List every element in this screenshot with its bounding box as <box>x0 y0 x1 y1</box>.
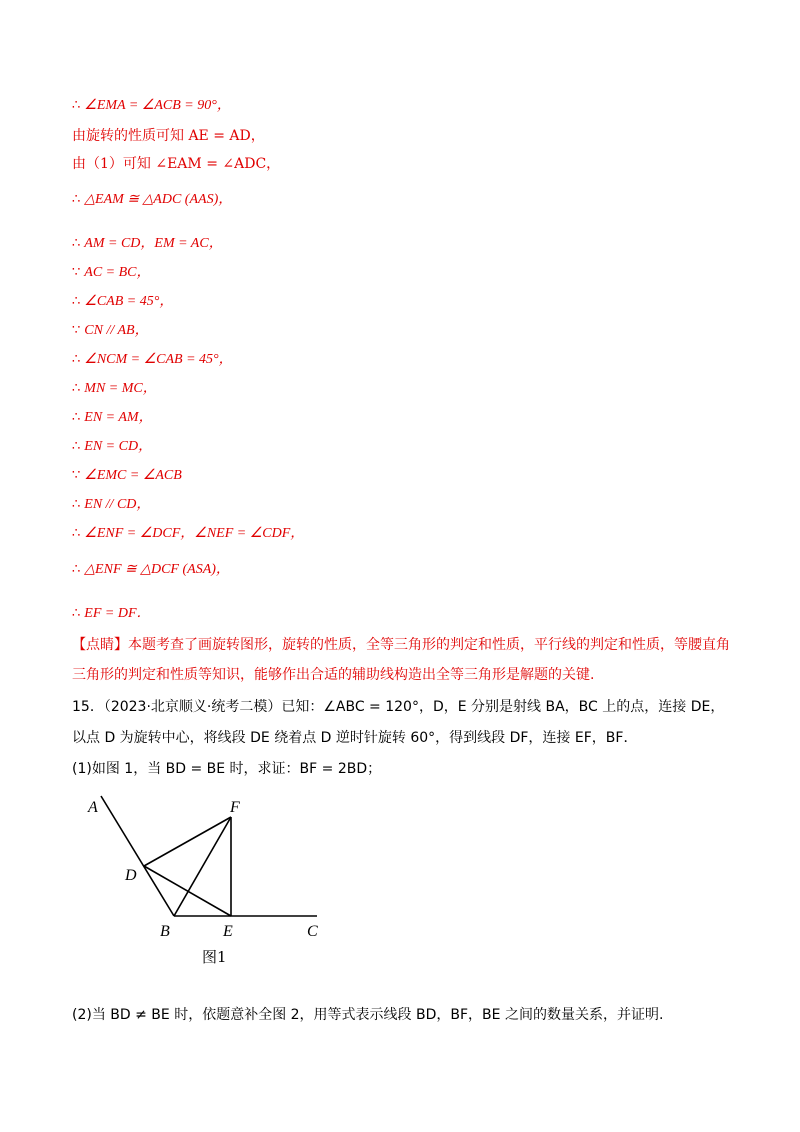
label-B: B <box>160 923 170 940</box>
segment-DF <box>144 817 231 866</box>
question-part-2: (2)当 BD ≠ BE 时，依题意补全图 2，用等式表示线段 BD，BF，BE 之间的数量关系，并证明. <box>72 1007 664 1023</box>
proof-line: ∴ ∠EMA = ∠ACB = 90°， <box>72 98 231 113</box>
proof-line: ∴ EN = CD， <box>72 439 153 454</box>
question-line-2: 以点 D 为旋转中心，将线段 DE 绕着点 D 逆时针旋转 60°，得到线段 DF，连接 EF，BF． <box>72 730 638 746</box>
proof-line: 由旋转的性质可知 AE = AD， <box>72 128 265 144</box>
proof-line: ∴ ∠ENF = ∠DCF，∠NEF = ∠CDF， <box>72 526 305 541</box>
proof-line: ∴ EF = DF． <box>72 606 151 621</box>
label-A: A <box>88 799 98 816</box>
segment-BF <box>174 817 231 916</box>
proof-line: ∴ △EAM ≅ △ADC (AAS)， <box>72 192 233 207</box>
proof-line: ∴ ∠NCM = ∠CAB = 45°， <box>72 352 233 367</box>
proof-line: ∴ EN = AM， <box>72 410 153 425</box>
proof-line: ∴ EN // CD， <box>72 497 151 512</box>
comment-paragraph <box>72 630 732 690</box>
label-C: C <box>307 923 318 940</box>
question-part-1: (1)如图 1，当 BD = BE 时，求证：BF = 2BD； <box>72 761 382 777</box>
comment-text: 本题考查了画旋转图形，旋转的性质，全等三角形的判定和性质，平行线的判定和性质，等腰直角三角形的判定和性质等知识，能够作出合适的辅助线构造出全等三角形是解题的关键. <box>72 637 730 683</box>
proof-line: 由（1）可知 ∠EAM = ∠ADC， <box>72 156 281 172</box>
figure-caption: 图1 <box>202 948 227 966</box>
proof-line: ∵ ∠EMC = ∠ACB <box>72 468 182 483</box>
proof-line: ∴ ∠CAB = 45°， <box>72 294 174 309</box>
proof-line: ∴ MN = MC， <box>72 381 157 396</box>
figure-1 <box>80 790 380 980</box>
label-D: D <box>125 867 137 884</box>
proof-line: ∵ AC = BC， <box>72 265 151 280</box>
label-E: E <box>223 923 233 940</box>
proof-line: ∵ CN // AB， <box>72 323 149 338</box>
comment-tag: 【点睛】 <box>72 637 128 653</box>
label-F: F <box>230 799 240 816</box>
proof-line: ∴ AM = CD，EM = AC， <box>72 236 223 251</box>
question-line-1: 15．（2023·北京顺义·统考二模）已知：∠ABC = 120°，D，E 分别是射线 BA，BC 上的点，连接 DE， <box>72 699 725 715</box>
proof-line: ∴ △ENF ≅ △DCF (ASA)， <box>72 562 230 577</box>
